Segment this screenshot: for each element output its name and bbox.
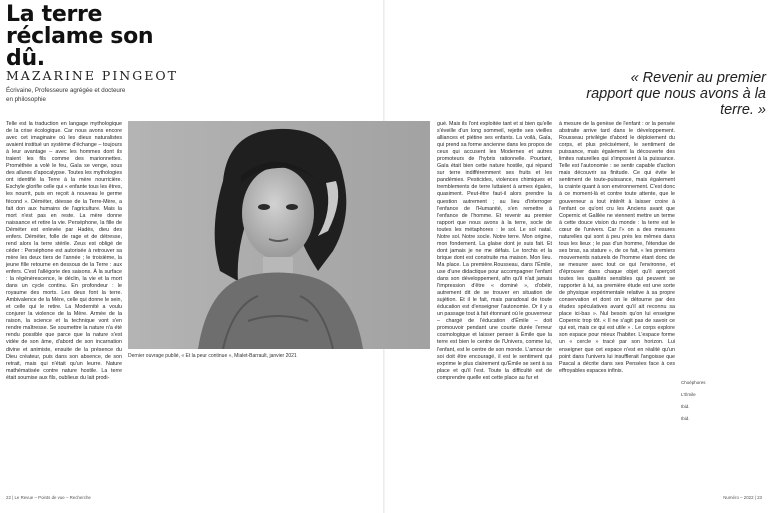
margin-note: L'Émile: [681, 392, 696, 397]
margin-note: Choéphores: [681, 380, 706, 385]
portrait-illustration: [128, 121, 430, 349]
margin-note: Ibid.: [681, 416, 690, 421]
folio-right: Numéro – 2022 | 23: [723, 495, 762, 500]
article-title: La terre réclame son dû.: [6, 2, 154, 71]
author-role: Écrivaine, Professeure agrégée et docteure en philosophie: [6, 87, 126, 103]
body-column-3: à mesure de la genèse de l'enfant : or la pensée abstraite arrive tard dans le développement. Rousseau privilégie d'abord le déploiement du corps, et plus précisément, le sentiment de puissance, mais également la découverte des limites naturelles qui s'imposent à la puissance. Telle est l'autonomie : se sentir capable d'action mais découvrir sa finitude. Ce qui évite le sentiment de toute-puissance, mais également la crainte quant à son environnement. C'est donc à ce moment-là et contre toute attente, que le gouverneur a tout intérêt à laisser croire à l'enfant ce qu'ont cru les Anciens avant que Copernic et Galilée ne viennent mettre un terme à cette douce vision du monde : la terre est le cœur de l'univers. Car l'« on a des mesures naturelles qui sont à peu près les mêmes dans tous les lieux ; le pas d'un homme, l'étendue de ses bras, sa stature », de ce fait, « les premiers mouvements naturels de l'homme étant donc de se mesurer avec tout ce qui l'environne, et d'éprouver dans chaque objet qu'il aperçoit toutes les qualités sensibles qui peuvent se rapporter à lui, sa première étude est une sorte de physique expérimentale relative à sa propre conservation et dont on le détourne par des études spéculatives avant qu'il ait reconnu sa place ici-bas ». Nul besoin qu'on lui enseigne Copernic trop tôt. « Il ne s'agit pas de savoir ce qui est, mais ce qui est utile » . Le corps explore son espace pour mieux l'habiter. L'espace forme un « cercle » tracé par son horizon. Lui enseigner que cet espace n'est en réalité qu'un point dans l'univers lui insufflerait l'angoisse que Pascal a décrite dans ses Pensées face à ces effroyables espaces infinis.: [559, 121, 675, 374]
margin-note: Ibid.: [681, 404, 690, 409]
author-photo: [128, 121, 430, 349]
body-column-1: Telle est la traduction en langage mythologique de la crise écologique. Car nous avons encore avec cet imaginaire où les dieux naturalistes avaient institué un système d'échange – toujours à leur avantage – avec les hommes dont ils traient les fils comme des marionnettes. Prométhée a volé le feu, Gaïa se venge, sous des allures d'apocalypse. Toutes les mythologies ont identifié la Terre à la mère nourricière. Eschyle glorifie celle qui « enfante tous les êtres, les nourrit, puis en reçoit à nouveau le germe fécond ». Déméter, déesse de la Terre-Mère, a fait don aux humains de l'agriculture. Mais la mort n'est pas en reste. La mère donne naissance et retire la vie. Perséphone, la fille de Déméter est enlevée par Hadès, dieu des enfers. Déméter, folle de rage et de détresse, rend alors la terre stérile. Zeus est obligé de céder : Perséphone est autorisée à retrouver sa mère les deux tiers de l'année ; le troisième, la jeune fille retourne en dessous de la Terre : aux enfers. C'est l'allégorie des saisons. À la surface : la régénérescence, le déclin, la vie et la mort dans un cycle continu. En profondeur : le royaume des morts. Les deux font la terre. Ambivalence de la Mère, celle qui donne le sein, et celle qui le retire. La Modernité a voulu conjurer la violence de la Mère. Armée de la raison, la science et la technique vont s'en rendre maîtresse. Se soumettre la nature n'a été rendu possible que parce que la nature s'est vidée de son âme, d'abord de son incarnation divine et animiste, ensuite de la présence du Dieu créateur, puis dans son absence, de son retrait, mais qui n'était qu'un leurre. Nature mathématisée contre nature hostile. La terre était soumise aux fils, oublieux du lait prodi-: [6, 121, 122, 381]
body-column-2: gué. Mais ils l'ont exploitée tant et si bien qu'elle s'éveille d'un long sommeil, rejette ses vieilles alliances et piétine ses enfants. La voilà, Gaïa, qui prend sa forme ancienne dans les propos de ceux qui accusent les Modernes et autres promoteurs de l'hybris rationnelle. Pourtant, Gaïa était bien cette nature hostile, qui répand sur terre indifféremment ses fruits et les pandémies. Pesticides, violences chimiques et tremblements de terre luttaient à armes égales, quasiment. Peut-être faut-il alors prendre la question autrement ; au lieu d'interroger l'enfance de l'Humanité, s'en remettre à l'enfance de l'homme. Et revenir au premier rapport que nous avons à la terre, socle de toutes les métaphores : le sol. Le sol natal. Notre sol. Notre socle. Notre terre. Mon origine, mon fondement. La glaise dont je suis fait. Et dont jamais je ne me défais. Le torchis et la brique dont est construite ma maison. Mon lieu. Ma place. La première.Rousseau, dans l'Émile, use d'une didactique pour accompagner l'enfant dans son développement, afin qu'il n'ait jamais l'impression d'être « dominé », d'obéir, autrement dit de se trouver en situation de sujétion. Et il le fait, mais paradoxal de toute éducation est d'enseigner l'autonomie. Or il y a un passage tout à fait étonnant où le gouverneur – chargé de l'éducation d'Émile – doit promouvoir pendant une courte durée l'erreur cosmologique et laisser penser à Émile que la terre est bien le centre de l'Univers, comme lui, l'enfant, est le centre de son monde. L'amour de soi doit être encouragé, il est le sentiment qui exprime le plus clairement qu'Émile se sent à sa place et qu'il l'est. Toute la difficulté est de comprendre quelle est cette place au fur et: [437, 121, 552, 381]
pull-quote: « Revenir au premier rapport que nous avons à la terre. »: [586, 70, 766, 118]
margin-notes: [681, 380, 717, 428]
author-name: MAZARINE PINGEOT: [6, 68, 178, 83]
folio-left: 22 | Le Revue – Points de vue – Recherche: [6, 495, 91, 500]
photo-caption: Dernier ouvrage publié, « Et la peur continue », Mialet-Barrault, janvier 2021: [128, 353, 297, 359]
